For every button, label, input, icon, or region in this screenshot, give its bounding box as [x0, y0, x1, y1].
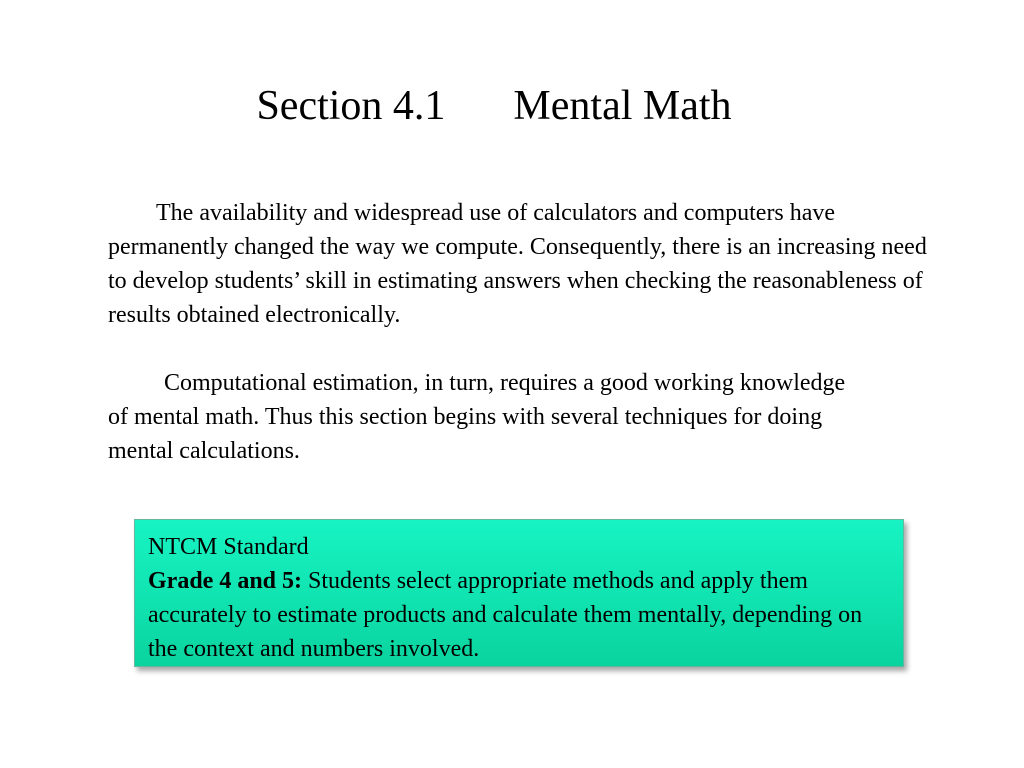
standard-callout-box	[134, 519, 904, 667]
grade-label: Grade 4 and 5:	[148, 568, 303, 594]
slide-title	[0, 78, 1024, 134]
standard-body	[148, 564, 891, 666]
intro-paragraph: The availability and widespread use of calculators and computers have permanently changed the way we compute. Consequently, there is an increasing need to develop students’ skill in estimating answers when checking the reasonableness of results obtained electronically.	[108, 200, 927, 328]
estimation-paragraph: Computational estimation, in turn, requires a good working knowledge of mental math. Thus this section begins with several techniques for doing mental calculations.	[108, 370, 846, 464]
standard-text: Students select appropriate methods and apply them accurately to estimate products and calculate them mentally, depending on the context and numbers involved.	[148, 568, 863, 662]
section-topic: Mental Math	[513, 83, 732, 129]
section-number: Section 4.1	[256, 83, 446, 129]
standard-heading: NTCM Standard	[148, 534, 309, 560]
